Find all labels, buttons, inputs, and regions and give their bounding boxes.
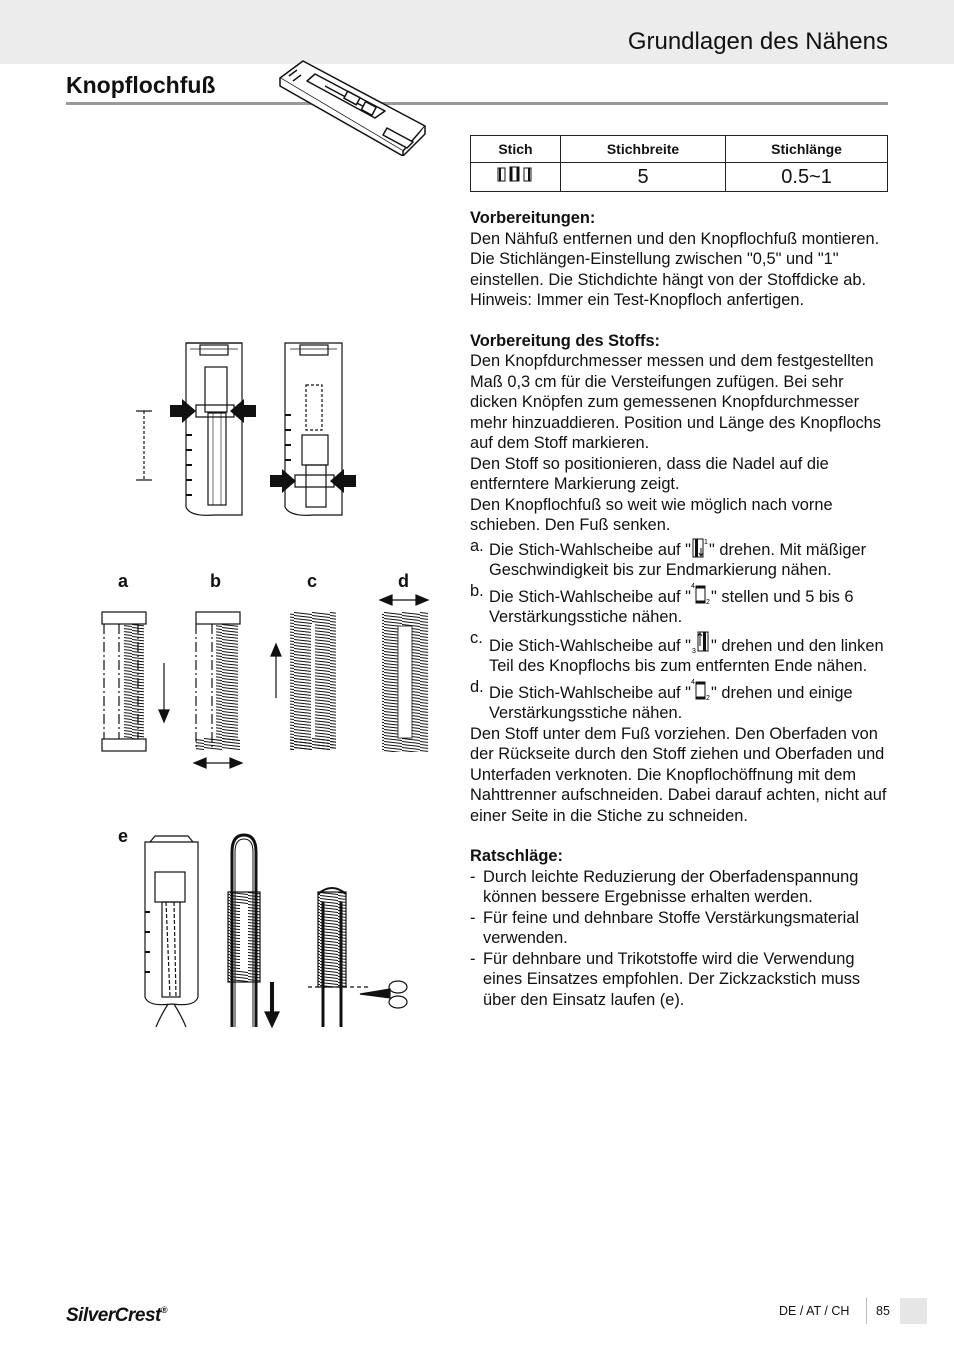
page-number: 85	[876, 1304, 890, 1318]
svg-text:3: 3	[692, 647, 696, 654]
paragraph: Hinweis: Immer ein Test-Knopfloch anfertigen.	[470, 291, 805, 309]
buttonhole-stitch-icon	[496, 165, 534, 183]
insert-cord-figure	[140, 832, 415, 1032]
dial-position-3-icon	[691, 628, 711, 654]
label-e: e	[118, 826, 129, 846]
foot-positioning-figure	[130, 335, 360, 525]
paragraph: Den Nähfuß entfernen und den Knopflochfuß montieren. Die Stichlängen-Einstellung zwischen "0,5" und "1" einstellen. Die Stichdichte hängt von der Stoffdicke ab.	[470, 229, 880, 289]
footer-divider	[866, 1298, 867, 1324]
buttonhole-foot-icon	[275, 56, 430, 156]
footer-box	[900, 1298, 927, 1324]
cell-stich	[471, 163, 561, 192]
label-b: b	[210, 571, 221, 591]
section-title: Knopflochfuß	[66, 72, 216, 98]
label-c: c	[307, 571, 318, 591]
col-stich: Stich	[471, 136, 561, 163]
cell-stichlaenge: 0.5~1	[726, 163, 888, 192]
buttonhole-steps-figure	[96, 588, 436, 773]
footer-language: DE / AT / CH	[779, 1304, 850, 1318]
svg-text:2: 2	[706, 694, 710, 701]
dial-position-2-4-icon	[691, 581, 711, 605]
dial-position-1-icon	[691, 536, 709, 558]
instructions-text	[470, 208, 890, 1010]
paragraph: Den Stoff so positionieren, dass die Nadel auf die entferntere Markierung zeigt.	[470, 454, 829, 493]
stitch-settings-table	[470, 135, 888, 192]
svg-text:2: 2	[706, 598, 710, 605]
paragraph: Den Stoff unter dem Fuß vorziehen. Den Oberfaden von der Rückseite durch den Stoff ziehen und Oberfaden und Unterfaden verknoten. Die Knopflochöffnung mit dem Nahttrenner aufschneiden. Dabei darauf achten, nicht auf einer Seite in die Stiche zu schneiden.	[470, 724, 887, 825]
list-item: - Für feine und dehnbare Stoffe Verstärkungsmaterial verwenden.	[470, 908, 859, 947]
heading-ratschlaege: Ratschläge:	[470, 847, 563, 865]
list-item: d. Die Stich-Wahlscheibe auf " 4 2 " drehen und einige Verstärkungsstiche nähen.	[470, 677, 853, 722]
label-d: d	[398, 571, 409, 591]
col-stichlaenge: Stichlänge	[726, 136, 888, 163]
cell-stichbreite: 5	[560, 163, 725, 192]
brand-logo: SilverCrest®	[66, 1305, 167, 1326]
list-item: - Durch leichte Reduzierung der Oberfadenspannung können bessere Ergebnisse erhalten werden.	[470, 867, 859, 906]
svg-text:1: 1	[704, 538, 708, 546]
col-stichbreite: Stichbreite	[560, 136, 725, 163]
label-a: a	[118, 571, 129, 591]
paragraph: Den Knopfdurchmesser messen und dem festgestellten Maß 0,3 cm für die Versteifungen zufügen. Bei sehr dicken Knöpfen zum gemessenen Knopfdurchmesser mehr hinzuaddieren. Position und Länge des Knopflochs auf dem Stoff markieren.	[470, 352, 881, 452]
chapter-title: Grundlagen des Nähens	[627, 28, 888, 55]
paragraph: Den Knopflochfuß so weit wie möglich nach vorne schieben. Den Fuß senken.	[470, 495, 833, 534]
list-item: b. Die Stich-Wahlscheibe auf " 4 2 " stellen und 5 bis 6 Verstärkungsstiche nähen.	[470, 581, 854, 626]
heading-stoff: Vorbereitung des Stoffs:	[470, 331, 661, 350]
heading-vorbereitungen: Vorbereitungen:	[470, 209, 596, 227]
list-item: a. Die Stich-Wahlscheibe auf " 1 " drehen. Mit mäßiger Geschwindigkeit bis zur Endmarkierung nähen.	[470, 536, 867, 579]
dial-position-2-4-icon	[691, 677, 711, 701]
section-rule	[66, 102, 888, 105]
svg-text:4: 4	[691, 678, 695, 686]
list-item: c. Die Stich-Wahlscheibe auf " 3 " drehen und den linken Teil des Knopflochs bis zum entfernten Ende nähen.	[470, 628, 884, 675]
svg-text:4: 4	[691, 582, 695, 590]
list-item: - Für dehnbare und Trikotstoffe wird die Verwendung eines Einsatzes empfohlen. Der Zickzackstich muss über den Einsatz laufen (e).	[470, 949, 861, 1009]
